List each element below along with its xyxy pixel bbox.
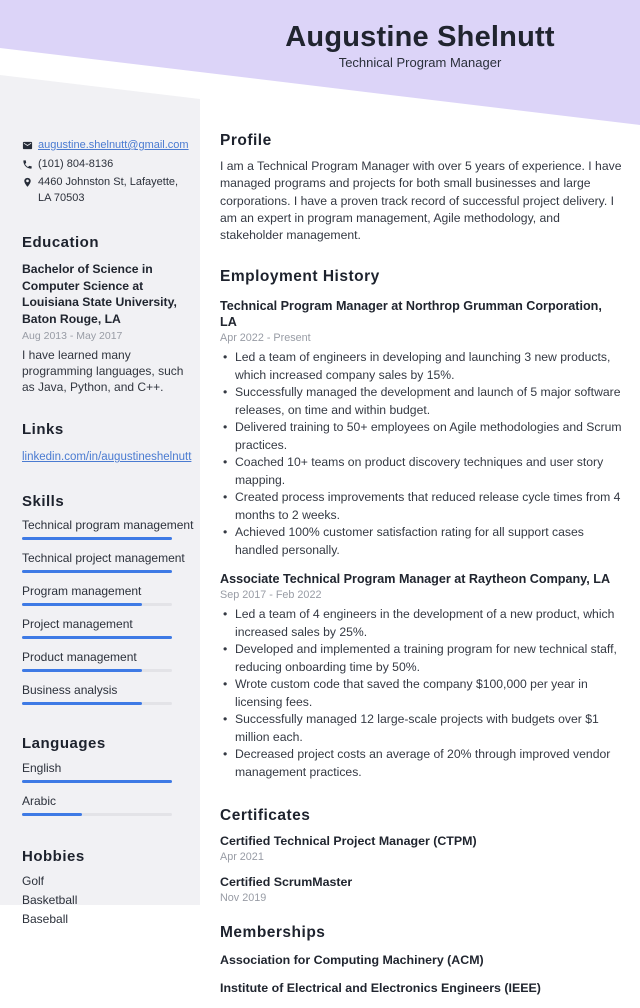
candidate-name: Augustine Shelnutt bbox=[285, 21, 555, 53]
contact-address-row bbox=[22, 175, 195, 206]
header bbox=[200, 22, 640, 70]
phone-icon bbox=[22, 157, 38, 176]
hobbies-list bbox=[22, 872, 195, 929]
skill-label: Business analysis bbox=[22, 683, 118, 698]
envelope-icon bbox=[22, 138, 38, 157]
skill-bar-track bbox=[22, 537, 172, 540]
job-dates: Apr 2022 - Present bbox=[220, 332, 311, 345]
links-section bbox=[22, 421, 195, 465]
language-bar-fill bbox=[22, 780, 172, 783]
linkedin-link[interactable]: linkedin.com/in/augustineshelnutt bbox=[22, 451, 192, 464]
address bbox=[38, 175, 178, 206]
job-bullet: • Achieved 100% customer satisfaction rating for all support cases handled personally. bbox=[220, 524, 622, 559]
skill-item bbox=[22, 518, 195, 540]
main-column bbox=[220, 132, 622, 1008]
skills-section bbox=[22, 493, 195, 705]
job-bullet: • Led a team of 4 engineers in the development of a new product, which increased sales by 25%. bbox=[220, 606, 622, 641]
hobbies-heading: Hobbies bbox=[22, 848, 85, 866]
language-label: Arabic bbox=[22, 794, 57, 809]
contact-email-row bbox=[22, 138, 195, 157]
skill-label: Product management bbox=[22, 650, 137, 665]
job-entry bbox=[220, 571, 622, 781]
hobby-item: Golf bbox=[22, 874, 45, 889]
certificate-item bbox=[220, 874, 622, 904]
contact-phone-row bbox=[22, 157, 195, 176]
certificate-item bbox=[220, 833, 622, 863]
education-heading: Education bbox=[22, 234, 100, 251]
certificate-title: Certified Technical Project Manager (CTPM) bbox=[220, 834, 477, 849]
skill-item bbox=[22, 551, 195, 573]
language-item bbox=[22, 761, 195, 783]
skill-bar-track bbox=[22, 570, 172, 573]
skill-label: Project management bbox=[22, 617, 133, 632]
job-bullet: • Led a team of engineers in developing and launching 3 new products, which increased company sales by 15%. bbox=[220, 349, 622, 384]
job-bullet: • Wrote custom code that saved the company $100,000 per year in licensing fees. bbox=[220, 676, 622, 711]
skill-bar-fill bbox=[22, 603, 142, 606]
skill-bar-track bbox=[22, 603, 172, 606]
certificates-section bbox=[220, 807, 622, 904]
language-bar-fill bbox=[22, 813, 82, 816]
certificates-heading: Certificates bbox=[220, 807, 311, 825]
skill-bar-fill bbox=[22, 669, 142, 672]
profile-heading: Profile bbox=[220, 132, 272, 149]
skill-item bbox=[22, 683, 195, 705]
job-bullet: • Developed and implemented a training program for new technical staff, reducing onboarding time by 50%. bbox=[220, 641, 622, 676]
job-title: Associate Technical Program Manager at Raytheon Company, LA bbox=[220, 572, 611, 587]
job-bullet: • Successfully managed the development and launch of 5 major software releases, on time and within budget. bbox=[220, 384, 622, 419]
education-description: I have learned many programming languages, such as Java, Python, and C++. bbox=[22, 348, 184, 394]
profile-text: I am a Technical Program Manager with over 5 years of experience. I have managed programs and projects for both small businesses and large corporations. I have a proven track record of successful project delivery. I am an expert in program management, Agile methodology, and stakeholder management. bbox=[220, 159, 622, 243]
education-degree: Bachelor of Science in Computer Science at Louisiana State University, Baton Rouge, LA bbox=[22, 262, 177, 326]
languages-section bbox=[22, 735, 195, 816]
skill-bar-track bbox=[22, 669, 172, 672]
membership-item: Institute of Electrical and Electronics Engineers (IEEE) bbox=[220, 981, 541, 996]
skill-item bbox=[22, 617, 195, 639]
language-item bbox=[22, 794, 195, 816]
job-bullet: • Successfully managed 12 large-scale projects with budgets over $1 million each. bbox=[220, 711, 622, 746]
skill-bar-track bbox=[22, 636, 172, 639]
skill-label: Technical project management bbox=[22, 551, 185, 566]
membership-item: Association for Computing Machinery (ACM) bbox=[220, 953, 484, 968]
employment-section bbox=[220, 268, 622, 781]
certificates-list bbox=[220, 833, 622, 904]
skill-label: Program management bbox=[22, 584, 142, 599]
job-bullet: • Coached 10+ teams on product discovery techniques and user story mapping. bbox=[220, 454, 622, 489]
memberships-section bbox=[220, 924, 622, 996]
address-line-2: LA 70503 bbox=[38, 191, 85, 204]
skill-bar-fill bbox=[22, 570, 172, 573]
languages-list bbox=[22, 761, 195, 816]
skill-bar-fill bbox=[22, 636, 172, 639]
memberships-list bbox=[220, 952, 622, 996]
job-dates: Sep 2017 - Feb 2022 bbox=[220, 589, 322, 602]
job-title: Technical Program Manager at Northrop Grumman Corporation, LA bbox=[220, 299, 602, 330]
hobby-item: Basketball bbox=[22, 893, 78, 908]
skill-label: Technical program management bbox=[22, 518, 194, 533]
employment-heading: Employment History bbox=[220, 268, 380, 286]
certificate-title: Certified ScrumMaster bbox=[220, 875, 353, 890]
skill-bar-track bbox=[22, 702, 172, 705]
skills-list bbox=[22, 518, 195, 705]
location-pin-icon bbox=[22, 175, 38, 206]
address-line-1: 4460 Johnston St, Lafayette, bbox=[38, 176, 179, 188]
job-bullet: • Decreased project costs an average of 20% through improved vendor management practices. bbox=[220, 746, 622, 781]
certificate-date: Apr 2021 bbox=[220, 851, 264, 864]
job-entry bbox=[220, 298, 622, 559]
skill-item bbox=[22, 650, 195, 672]
language-bar-track bbox=[22, 780, 172, 783]
links-heading: Links bbox=[22, 421, 64, 439]
skill-bar-fill bbox=[22, 537, 172, 540]
hobby-item: Baseball bbox=[22, 912, 69, 927]
job-bullet-list bbox=[220, 349, 622, 559]
job-bullet: • Delivered training to 50+ employees on Agile methodologies and Scrum practices. bbox=[220, 419, 622, 454]
hobbies-section bbox=[22, 848, 195, 929]
education-dates: Aug 2013 - May 2017 bbox=[22, 330, 123, 342]
profile-section bbox=[220, 132, 622, 244]
education-section bbox=[22, 234, 195, 395]
skills-heading: Skills bbox=[22, 493, 65, 511]
memberships-heading: Memberships bbox=[220, 924, 326, 942]
candidate-title: Technical Program Manager bbox=[338, 55, 502, 71]
phone-number: (101) 804-8136 bbox=[38, 157, 114, 170]
job-bullet: • Created process improvements that reduced release cycle times from 4 months to 2 weeks. bbox=[220, 489, 622, 524]
skill-item bbox=[22, 584, 195, 606]
skill-bar-fill bbox=[22, 702, 142, 705]
languages-heading: Languages bbox=[22, 735, 106, 753]
language-label: English bbox=[22, 761, 62, 776]
certificate-date: Nov 2019 bbox=[220, 892, 267, 905]
job-bullet-list bbox=[220, 606, 622, 781]
language-bar-track bbox=[22, 813, 172, 816]
sidebar bbox=[22, 138, 195, 929]
email-link[interactable]: augustine.shelnutt@gmail.com bbox=[38, 139, 189, 151]
